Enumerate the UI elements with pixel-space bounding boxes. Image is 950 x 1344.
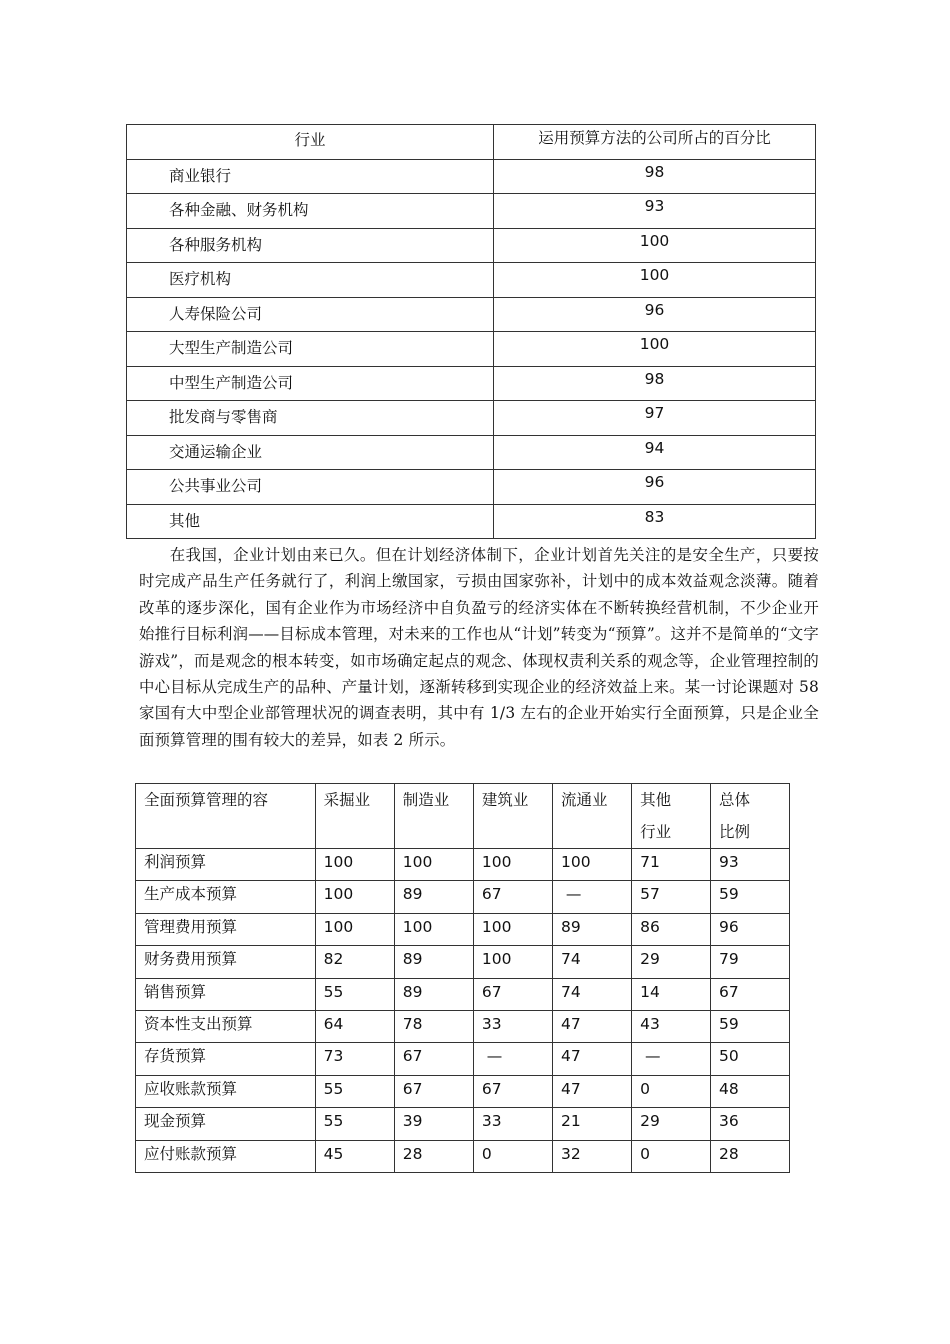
value-cell: 74 (552, 946, 631, 978)
value-cell: 67 (473, 1075, 552, 1107)
budget-item-cell: 管理费用预算 (136, 913, 316, 945)
value-cell: 43 (632, 1010, 711, 1042)
industry-cell: 各种服务机构 (127, 228, 494, 263)
table-header-row (127, 125, 816, 160)
budget-item-cell: 利润预算 (136, 849, 316, 881)
value-cell: 50 (711, 1043, 790, 1075)
value-cell: 39 (394, 1108, 473, 1140)
value-cell: 67 (473, 978, 552, 1010)
table-row (136, 849, 790, 881)
header-cell: 建筑业 (473, 784, 552, 849)
table-row (127, 159, 816, 194)
budget-item-cell: 销售预算 (136, 978, 316, 1010)
value-cell: 47 (552, 1043, 631, 1075)
table-row (127, 366, 816, 401)
value-cell: 78 (394, 1010, 473, 1042)
industry-cell: 商业银行 (127, 159, 494, 194)
value-cell: 45 (315, 1140, 394, 1172)
industry-cell: 人寿保险公司 (127, 297, 494, 332)
value-cell: 100 (552, 849, 631, 881)
budget-item-cell: 现金预算 (136, 1108, 316, 1140)
budget-item-cell: 生产成本预算 (136, 881, 316, 913)
table-row (127, 263, 816, 298)
value-cell: 33 (473, 1108, 552, 1140)
value-cell: 96 (711, 913, 790, 945)
budget-content-table (135, 783, 790, 1173)
budget-item-cell: 存货预算 (136, 1043, 316, 1075)
table-row (136, 1108, 790, 1140)
table-row (127, 435, 816, 470)
value-cell: 55 (315, 978, 394, 1010)
header-cell: 其他 行业 (632, 784, 711, 849)
table-row (127, 297, 816, 332)
value-cell: 33 (473, 1010, 552, 1042)
industry-cell: 医疗机构 (127, 263, 494, 298)
value-cell: 21 (552, 1108, 631, 1140)
value-cell: 100 (473, 946, 552, 978)
table-row (127, 401, 816, 436)
percent-cell: 94 (494, 435, 816, 470)
table-row (127, 470, 816, 505)
header-cell: 流通业 (552, 784, 631, 849)
header-percent: 运用预算方法的公司所占的百分比 (494, 125, 816, 160)
industry-cell: 各种金融、财务机构 (127, 194, 494, 229)
industry-cell: 批发商与零售商 (127, 401, 494, 436)
value-cell: 74 (552, 978, 631, 1010)
value-cell: 32 (552, 1140, 631, 1172)
percent-cell: 98 (494, 366, 816, 401)
value-cell: 28 (394, 1140, 473, 1172)
value-cell: 67 (394, 1075, 473, 1107)
percent-cell: 100 (494, 263, 816, 298)
value-cell: 89 (394, 881, 473, 913)
table-row (127, 194, 816, 229)
value-cell: 86 (632, 913, 711, 945)
value-cell: 93 (711, 849, 790, 881)
table-row (127, 332, 816, 367)
table-row (127, 504, 816, 539)
value-cell: 0 (632, 1140, 711, 1172)
budget-item-cell: 资本性支出预算 (136, 1010, 316, 1042)
value-cell: 14 (632, 978, 711, 1010)
value-cell: 59 (711, 1010, 790, 1042)
value-cell: 55 (315, 1075, 394, 1107)
percent-cell: 100 (494, 332, 816, 367)
value-cell: — (632, 1043, 711, 1075)
value-cell: 29 (632, 946, 711, 978)
value-cell: 73 (315, 1043, 394, 1075)
value-cell: 47 (552, 1010, 631, 1042)
value-cell: 28 (711, 1140, 790, 1172)
header-cell: 制造业 (394, 784, 473, 849)
value-cell: 0 (632, 1075, 711, 1107)
percent-cell: 97 (494, 401, 816, 436)
value-cell: 89 (552, 913, 631, 945)
percent-cell: 83 (494, 504, 816, 539)
value-cell: 100 (315, 913, 394, 945)
value-cell: 67 (473, 881, 552, 913)
table-row (136, 1043, 790, 1075)
value-cell: — (552, 881, 631, 913)
industry-cell: 中型生产制造公司 (127, 366, 494, 401)
value-cell: 89 (394, 946, 473, 978)
budget-item-cell: 应付账款预算 (136, 1140, 316, 1172)
value-cell: 100 (394, 849, 473, 881)
value-cell: 82 (315, 946, 394, 978)
value-cell: 67 (711, 978, 790, 1010)
value-cell: — (473, 1043, 552, 1075)
table-row (136, 1010, 790, 1042)
header-cell: 全面预算管理的容 (136, 784, 316, 849)
percent-cell: 93 (494, 194, 816, 229)
industry-cell: 交通运输企业 (127, 435, 494, 470)
value-cell: 48 (711, 1075, 790, 1107)
percent-cell: 96 (494, 297, 816, 332)
header-cell: 总体 比例 (711, 784, 790, 849)
value-cell: 89 (394, 978, 473, 1010)
budget-item-cell: 应收账款预算 (136, 1075, 316, 1107)
industry-budget-table (126, 124, 816, 539)
body-paragraph: 在我国，企业计划由来已久。但在计划经济体制下，企业计划首先关注的是安全生产，只要按时完成产品生产任务就行了，利润上缴国家，亏损由国家弥补，计划中的成本效益观念淡薄。随着改革的逐步深化，国有企业作为市场经济中自负盈亏的经济实体在不断转换经营机制，不少企业开始推行目标利润——目标成本管理，对未来的工作也从“计划”转变为“预算”。这并不是简单的“文字游戏”，而是观念的根本转变，如市场确定起点的观念、体现权责利关系的观念等，企业管理控制的中心目标从完成生产的品种、产量计划，逐渐转移到实现企业的经济效益上来。某一讨论课题对 58 家国有大中型企业部管理状况的调查表明，其中有 1/3 左右的企业开始实行全面预算，只是企业全面预算管理的围有较大的差异，如表 2 所示。 (139, 546, 819, 749)
table-header-row (136, 784, 790, 849)
percent-cell: 96 (494, 470, 816, 505)
value-cell: 64 (315, 1010, 394, 1042)
value-cell: 47 (552, 1075, 631, 1107)
percent-cell: 100 (494, 228, 816, 263)
value-cell: 57 (632, 881, 711, 913)
industry-cell: 公共事业公司 (127, 470, 494, 505)
table-row (136, 1075, 790, 1107)
industry-cell: 大型生产制造公司 (127, 332, 494, 367)
table-row (136, 1140, 790, 1172)
industry-cell: 其他 (127, 504, 494, 539)
value-cell: 100 (394, 913, 473, 945)
budget-item-cell: 财务费用预算 (136, 946, 316, 978)
value-cell: 59 (711, 881, 790, 913)
value-cell: 0 (473, 1140, 552, 1172)
value-cell: 67 (394, 1043, 473, 1075)
table-row (136, 978, 790, 1010)
table-row (136, 946, 790, 978)
value-cell: 71 (632, 849, 711, 881)
table-row (136, 913, 790, 945)
table-row (127, 228, 816, 263)
value-cell: 79 (711, 946, 790, 978)
value-cell: 100 (473, 913, 552, 945)
table-row (136, 881, 790, 913)
value-cell: 100 (473, 849, 552, 881)
value-cell: 29 (632, 1108, 711, 1140)
value-cell: 100 (315, 881, 394, 913)
value-cell: 36 (711, 1108, 790, 1140)
header-industry: 行业 (127, 125, 494, 160)
header-cell: 采掘业 (315, 784, 394, 849)
value-cell: 55 (315, 1108, 394, 1140)
value-cell: 100 (315, 849, 394, 881)
percent-cell: 98 (494, 159, 816, 194)
